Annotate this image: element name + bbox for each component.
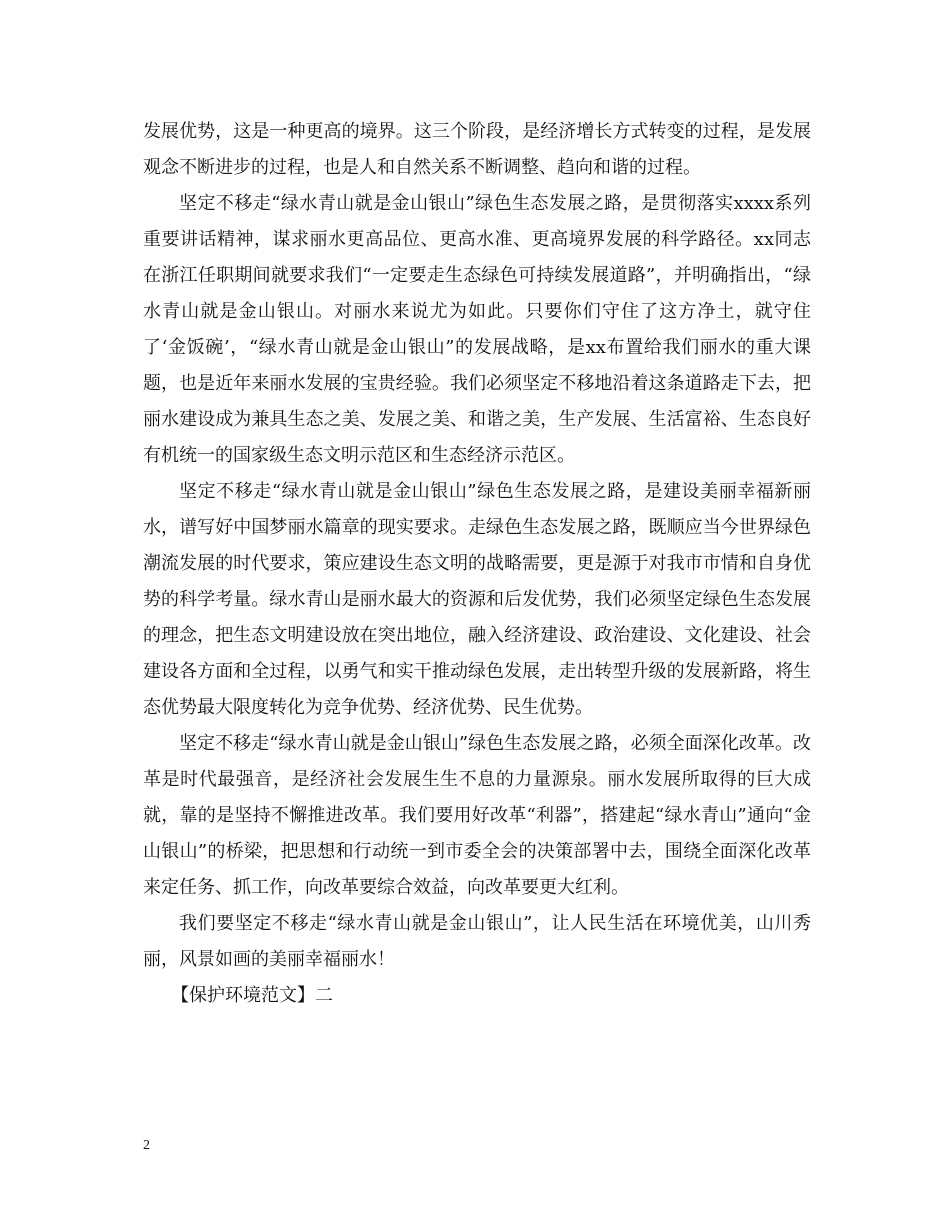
paragraph-deepen-reform: 坚定不移走“绿水青山就是金山银山”绿色生态发展之路，必须全面深化改革。改革是时代最强音，是经济社会发展生生不息的力量源泉。丽水发展所取得的巨大成就，靠的是坚持不懈推进改革。我们要用好改革“利器”，搭建起“绿水青山”通向“金山银山”的桥梁，把思想和行动统一到市委全会的决策部署中去，围绕全面深化改革来定任务、抓工作，向改革要综合效益，向改革要更大红利。 bbox=[143, 733, 811, 898]
paragraph-realistic-requirement: 坚定不移走“绿水青山就是金山银山”绿色生态发展之路，是建设美丽幸福新丽水，谱写好中国梦丽水篇章的现实要求。走绿色生态发展之路，既顺应当今世界绿色潮流发展的时代要求，策应建设生态文明的战略需要，更是源于对我市市情和自身优势的科学考量。绿水青山是丽水最大的资源和后发优势，我们必须坚定绿色生态发展的理念，把生态文明建设放在突出地位，融入经济建设、政治建设、文化建设、社会建设各方面和全过程，以勇气和实干推动绿色发展，走出转型升级的发展新路，将生态优势最大限度转化为竞争优势、经济优势、民生优势。 bbox=[143, 481, 811, 718]
paragraph-conclusion: 我们要坚定不移走“绿水青山就是金山银山”，让人民生活在环境优美，山川秀丽，风景如画的美丽幸福丽水！ bbox=[143, 913, 811, 970]
document-body bbox=[143, 114, 811, 1014]
paragraph-continuation: 发展优势，这是一种更高的境界。这三个阶段，是经济增长方式转变的过程，是发展观念不断进步的过程，也是人和自然关系不断调整、趋向和谐的过程。 bbox=[143, 121, 811, 178]
paragraph-development-path: 坚定不移走“绿水青山就是金山银山”绿色生态发展之路，是贯彻落实xxxx系列重要讲话精神，谋求丽水更高品位、更高水准、更高境界发展的科学路径。xx同志在浙江任职期间就要求我们“一定要走生态绿色可持续发展道路”，并明确指出，“绿水青山就是金山银山。对丽水来说尤为如此。只要你们守住了这方净土，就守住了‘金饭碗’，“绿水青山就是金山银山”的发展战略，是xx布置给我们丽水的重大课题，也是近年来丽水发展的宝贵经验。我们必须坚定不移地沿着这条道路走下去，把丽水建设成为兼具生态之美、发展之美、和谐之美，生产发展、生活富裕、生态良好有机统一的国家级生态文明示范区和生态经济示范区。 bbox=[143, 193, 811, 466]
section-heading: 【保护环境范文】二 bbox=[171, 985, 333, 1006]
page-number: 2 bbox=[143, 1138, 150, 1153]
